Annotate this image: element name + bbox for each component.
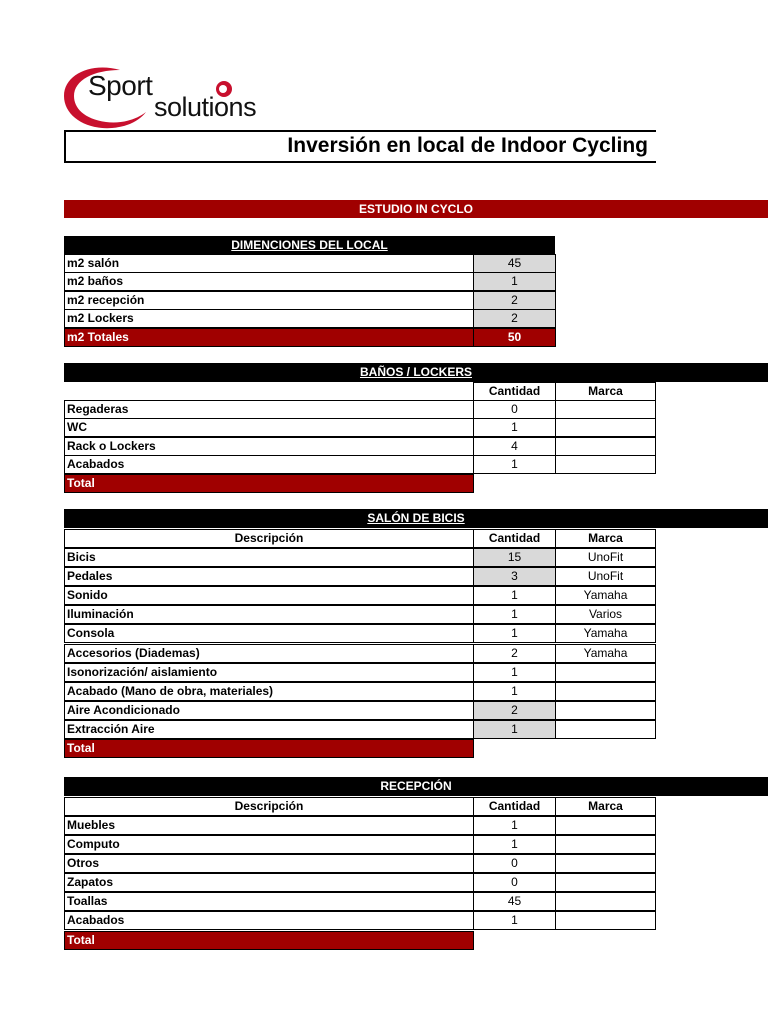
- row-label: Isonorización/ aislamiento: [64, 663, 474, 682]
- row-marca: [555, 816, 656, 835]
- row-label: Acabados: [64, 455, 474, 474]
- dimensiones-title: DIMENCIONES DEL LOCAL: [231, 238, 388, 252]
- logo-word-solutions: solutions: [154, 92, 257, 122]
- row-cantidad: 1: [473, 455, 556, 474]
- row-label: Extracción Aire: [64, 720, 474, 739]
- recepcion-header: [64, 777, 768, 796]
- row-marca: [555, 418, 656, 437]
- title-box: [64, 130, 656, 163]
- row-cantidad: 1: [473, 720, 556, 739]
- total-label: Total: [64, 474, 474, 493]
- column-header-descripcion: Descripción: [64, 797, 474, 816]
- row-label: Bicis: [64, 548, 474, 567]
- row-label: Accesorios (Diademas): [64, 644, 474, 663]
- row-label: Computo: [64, 835, 474, 854]
- row-cantidad: 2: [473, 701, 556, 720]
- row-marca: [555, 892, 656, 911]
- total-label: m2 Totales: [64, 328, 474, 347]
- row-label: Acabado (Mano de obra, materiales): [64, 682, 474, 701]
- row-cantidad: 3: [473, 567, 556, 586]
- row-label: Zapatos: [64, 873, 474, 892]
- salon-header: [64, 509, 768, 528]
- row-label: Consola: [64, 624, 474, 643]
- row-marca: Yamaha: [555, 624, 656, 643]
- row-cantidad: 1: [473, 816, 556, 835]
- row-cantidad: 15: [473, 548, 556, 567]
- row-cantidad: 45: [473, 892, 556, 911]
- row-cantidad: 0: [473, 854, 556, 873]
- row-label: Aire Acondicionado: [64, 701, 474, 720]
- row-marca: [555, 701, 656, 720]
- section-title: ESTUDIO IN CYCLO: [358, 202, 473, 216]
- row-marca: UnoFit: [555, 567, 656, 586]
- logo-word-sport: Sport: [88, 70, 153, 101]
- column-header-cantidad: Cantidad: [473, 382, 556, 401]
- row-marca: [555, 720, 656, 739]
- row-cantidad: 1: [473, 911, 556, 930]
- row-marca: Varios: [555, 605, 656, 624]
- total-label: Total: [64, 931, 474, 950]
- row-cantidad: 1: [473, 418, 556, 437]
- row-cantidad: 2: [473, 644, 556, 663]
- recepcion-title: RECEPCIÓN: [380, 779, 452, 793]
- column-header-descripcion: Descripción: [64, 529, 474, 548]
- row-cantidad: 1: [473, 682, 556, 701]
- section-banner: [64, 200, 768, 218]
- row-marca: [555, 437, 656, 456]
- row-value: 2: [473, 291, 556, 310]
- row-cantidad: 0: [473, 400, 556, 419]
- row-label: m2 salón: [64, 254, 474, 273]
- row-label: WC: [64, 418, 474, 437]
- page-title: Inversión en local de Indoor Cycling: [287, 134, 648, 157]
- row-marca: Yamaha: [555, 586, 656, 605]
- row-label: Regaderas: [64, 400, 474, 419]
- row-label: Muebles: [64, 816, 474, 835]
- row-cantidad: 1: [473, 605, 556, 624]
- row-cantidad: 1: [473, 624, 556, 643]
- sport-solutions-logo: [62, 64, 282, 134]
- column-header-marca: Marca: [555, 382, 656, 401]
- row-marca: [555, 682, 656, 701]
- row-marca: UnoFit: [555, 548, 656, 567]
- row-cantidad: 1: [473, 663, 556, 682]
- total-label: Total: [64, 739, 474, 758]
- row-marca: [555, 663, 656, 682]
- banos-title: BAÑOS / LOCKERS: [359, 365, 472, 379]
- total-value: 50: [473, 328, 556, 347]
- row-label: m2 recepción: [64, 291, 474, 310]
- row-label: Sonido: [64, 586, 474, 605]
- row-marca: [555, 854, 656, 873]
- row-label: Acabados: [64, 911, 474, 930]
- row-label: m2 baños: [64, 272, 474, 291]
- row-label: Toallas: [64, 892, 474, 911]
- banos-header: [64, 363, 768, 382]
- row-label: m2 Lockers: [64, 309, 474, 328]
- row-marca: [555, 911, 656, 930]
- row-cantidad: 0: [473, 873, 556, 892]
- row-label: Rack o Lockers: [64, 437, 474, 456]
- row-marca: [555, 455, 656, 474]
- row-marca: [555, 873, 656, 892]
- column-header-cantidad: Cantidad: [473, 529, 556, 548]
- row-label: Iluminación: [64, 605, 474, 624]
- row-cantidad: 1: [473, 586, 556, 605]
- row-marca: Yamaha: [555, 644, 656, 663]
- dimensiones-header: [64, 236, 555, 255]
- row-value: 2: [473, 309, 556, 328]
- row-cantidad: 4: [473, 437, 556, 456]
- row-value: 45: [473, 254, 556, 273]
- row-cantidad: 1: [473, 835, 556, 854]
- column-header-marca: Marca: [555, 529, 656, 548]
- row-label: Otros: [64, 854, 474, 873]
- salon-title: SALÓN DE BICIS: [367, 511, 465, 525]
- column-header-cantidad: Cantidad: [473, 797, 556, 816]
- column-header-marca: Marca: [555, 797, 656, 816]
- row-marca: [555, 835, 656, 854]
- row-value: 1: [473, 272, 556, 291]
- row-marca: [555, 400, 656, 419]
- row-label: Pedales: [64, 567, 474, 586]
